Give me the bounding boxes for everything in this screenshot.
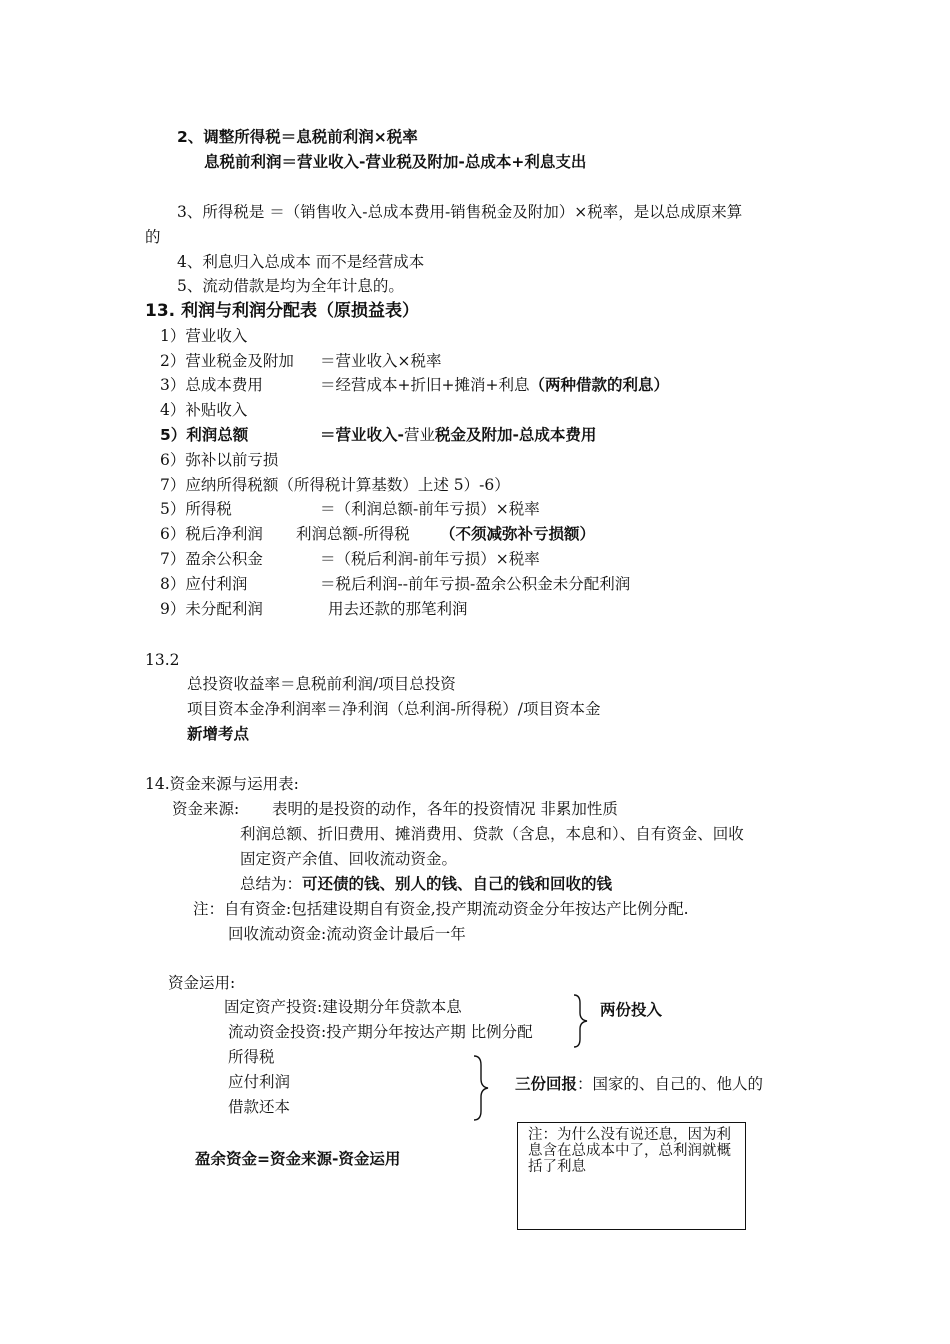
row-label: 9）未分配利润 <box>160 600 263 618</box>
row-note: （不须减弥补亏损额） <box>440 525 596 543</box>
row-formula: 利润总额-所得税 <box>296 525 410 543</box>
source-label: 资金来源: <box>172 800 240 818</box>
row-label: 5）利润总额 <box>160 426 249 444</box>
row-formula: ＝（利润总额-前年亏损）×税率 <box>320 500 540 518</box>
row-label: 7）盈余公积金 <box>160 550 263 568</box>
brace-right-icon <box>570 993 592 1049</box>
row-formula: 用去还款的那笔利润 <box>328 600 468 618</box>
row-formula: ＝经营成本+折旧+摊消+利息（两种借款的利息） <box>320 376 669 394</box>
use-item: 所得税 <box>228 1048 275 1066</box>
row-formula: ＝营业收入×税率 <box>320 352 442 370</box>
section13-2-heading: 13.2 <box>145 651 180 669</box>
roi-formula: 总投资收益率＝息税前利润/项目总投资 <box>187 675 456 693</box>
row-note: （两种借款的利息） <box>529 376 669 394</box>
row-formula: ＝（税后利润-前年亏损）×税率 <box>320 550 540 568</box>
brace-right-icon <box>470 1054 494 1122</box>
roe-formula: 项目资本金净利润率＝净利润（总利润-所得税）/项目资本金 <box>187 700 601 718</box>
item3-line2: 的 <box>145 228 161 246</box>
source-items: 固定资产余值、回收流动资金。 <box>240 850 458 868</box>
row-formula: ＝税后利润--前年亏损-盈余公积金未分配利润 <box>320 575 631 593</box>
row-label: 7）应纳所得税额（所得税计算基数）上述 5）-6） <box>160 476 510 494</box>
source-desc: 表明的是投资的动作，各年的投资情况 非累加性质 <box>272 800 618 818</box>
row-label: 3）总成本费用 <box>160 376 263 394</box>
item4: 4、利息归入总成本 而不是经营成本 <box>177 253 425 271</box>
use-label: 资金运用: <box>168 974 236 992</box>
section13-heading: 13. 利润与利润分配表（原损益表） <box>145 301 420 321</box>
surplus-formula: 盈余资金=资金来源-资金运用 <box>195 1150 401 1168</box>
brace2-label: 三份回报：国家的、自己的、他人的 <box>515 1075 764 1093</box>
use-item: 固定资产投资:建设期分年贷款本息 <box>224 998 462 1016</box>
new-point-label: 新增考点 <box>187 725 250 743</box>
summary-line: 总结为：可还债的钱、别人的钱、自己的钱和回收的钱 <box>240 875 613 893</box>
source-items: 利润总额、折旧费用、摊消费用、贷款（含息，本息和）、自有资金、回收 <box>240 825 744 843</box>
note-box: 注：为什么没有说还息，因为利息含在总成本中了，总利润就概括了利息 <box>517 1122 746 1230</box>
note-own-capital: 注：自有资金:包括建设期自有资金,投产期流动资金分年按达产比例分配. <box>193 900 689 918</box>
item5: 5、流动借款是均为全年计息的。 <box>177 277 404 295</box>
row-label: 4）补贴收入 <box>160 401 248 419</box>
use-item: 流动资金投资:投产期分年按达产期 比例分配 <box>228 1023 533 1041</box>
use-item: 应付利润 <box>228 1073 291 1091</box>
row-label: 5）所得税 <box>160 500 232 518</box>
section14-heading: 14.资金来源与运用表: <box>145 775 299 793</box>
use-item: 借款还本 <box>228 1098 291 1116</box>
row-label: 6）税后净利润 <box>160 525 263 543</box>
row-label: 1）营业收入 <box>160 327 248 345</box>
row-label: 2）营业税金及附加 <box>160 352 294 370</box>
item2-label: 2、调整所得税＝息税前利润×税率 <box>177 128 418 146</box>
note-recovered-capital: 回收流动资金:流动资金计最后一年 <box>228 925 466 943</box>
row-label: 6）弥补以前亏损 <box>160 451 279 469</box>
row-label: 8）应付利润 <box>160 575 248 593</box>
item2-sub: 息税前利润＝营业收入-营业税及附加-总成本+利息支出 <box>204 153 587 171</box>
brace1-label: 两份投入 <box>600 1001 663 1019</box>
item3-line1: 3、所得税是 ＝（销售收入-总成本费用-销售税金及附加）×税率，是以总成原来算 <box>177 203 743 221</box>
row-formula: ＝营业收入-营业税金及附加-总成本费用 <box>320 426 597 444</box>
